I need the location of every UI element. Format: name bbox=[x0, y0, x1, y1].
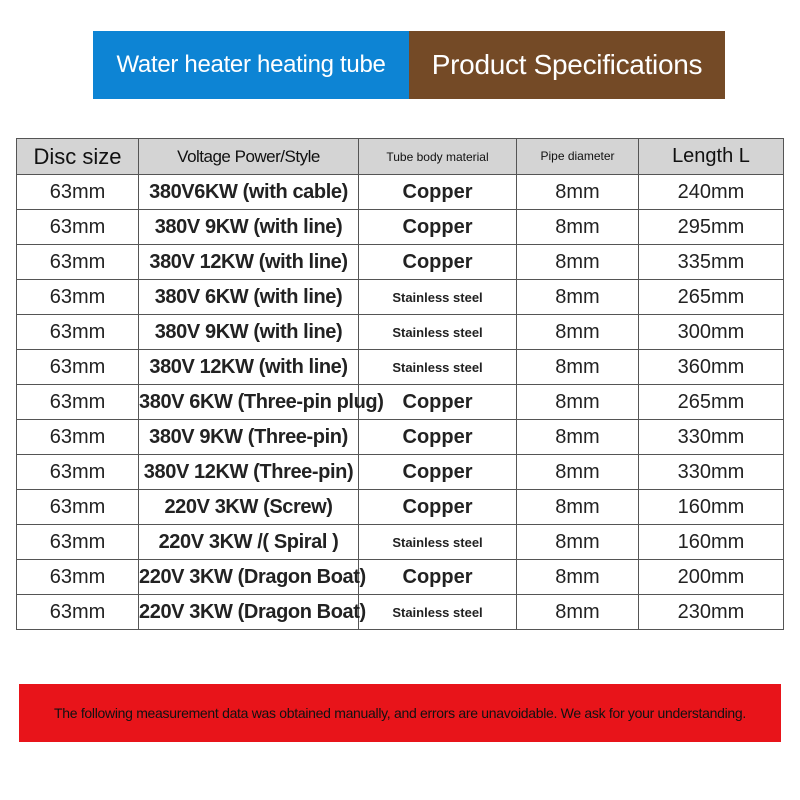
cell-disc-size: 63mm bbox=[17, 280, 139, 315]
cell-tube-material: Copper bbox=[359, 490, 517, 525]
cell-voltage-power: 380V 12KW (Three-pin) bbox=[139, 455, 359, 490]
cell-pipe-diameter: 8mm bbox=[517, 385, 639, 420]
cell-length: 295mm bbox=[639, 210, 784, 245]
cell-voltage-power: 220V 3KW (Dragon Boat) bbox=[139, 595, 359, 630]
title-banner bbox=[93, 31, 725, 99]
header-tube-material: Tube body material bbox=[359, 139, 517, 175]
cell-length: 200mm bbox=[639, 560, 784, 595]
cell-voltage-power: 380V 6KW (with line) bbox=[139, 280, 359, 315]
cell-voltage-power: 380V 12KW (with line) bbox=[139, 245, 359, 280]
cell-pipe-diameter: 8mm bbox=[517, 525, 639, 560]
cell-tube-material: Stainless steel bbox=[359, 595, 517, 630]
spec-table bbox=[16, 138, 784, 630]
banner-section-title: Product Specifications bbox=[409, 31, 725, 99]
cell-length: 330mm bbox=[639, 455, 784, 490]
table-row bbox=[17, 175, 784, 210]
cell-tube-material: Stainless steel bbox=[359, 350, 517, 385]
header-pipe-diameter: Pipe diameter bbox=[517, 139, 639, 175]
cell-tube-material: Stainless steel bbox=[359, 525, 517, 560]
spec-table-body bbox=[17, 175, 784, 630]
cell-length: 360mm bbox=[639, 350, 784, 385]
cell-pipe-diameter: 8mm bbox=[517, 595, 639, 630]
cell-pipe-diameter: 8mm bbox=[517, 210, 639, 245]
cell-tube-material: Copper bbox=[359, 210, 517, 245]
table-row bbox=[17, 525, 784, 560]
cell-voltage-power: 220V 3KW (Screw) bbox=[139, 490, 359, 525]
header-voltage-power: Voltage Power/Style bbox=[139, 139, 359, 175]
cell-pipe-diameter: 8mm bbox=[517, 560, 639, 595]
cell-tube-material: Copper bbox=[359, 455, 517, 490]
cell-disc-size: 63mm bbox=[17, 420, 139, 455]
cell-disc-size: 63mm bbox=[17, 175, 139, 210]
table-row bbox=[17, 385, 784, 420]
cell-pipe-diameter: 8mm bbox=[517, 280, 639, 315]
table-row bbox=[17, 280, 784, 315]
table-header-row bbox=[17, 139, 784, 175]
cell-pipe-diameter: 8mm bbox=[517, 420, 639, 455]
cell-disc-size: 63mm bbox=[17, 560, 139, 595]
cell-pipe-diameter: 8mm bbox=[517, 455, 639, 490]
cell-tube-material: Copper bbox=[359, 175, 517, 210]
cell-length: 330mm bbox=[639, 420, 784, 455]
cell-disc-size: 63mm bbox=[17, 210, 139, 245]
cell-length: 160mm bbox=[639, 525, 784, 560]
cell-voltage-power: 380V 6KW (Three-pin plug) bbox=[139, 385, 359, 420]
cell-pipe-diameter: 8mm bbox=[517, 245, 639, 280]
cell-pipe-diameter: 8mm bbox=[517, 350, 639, 385]
cell-pipe-diameter: 8mm bbox=[517, 175, 639, 210]
table-row bbox=[17, 560, 784, 595]
cell-length: 335mm bbox=[639, 245, 784, 280]
cell-length: 265mm bbox=[639, 280, 784, 315]
cell-pipe-diameter: 8mm bbox=[517, 315, 639, 350]
cell-disc-size: 63mm bbox=[17, 385, 139, 420]
header-length: Length L bbox=[639, 139, 784, 175]
cell-voltage-power: 220V 3KW /( Spiral ) bbox=[139, 525, 359, 560]
cell-length: 230mm bbox=[639, 595, 784, 630]
cell-voltage-power: 380V 9KW (Three-pin) bbox=[139, 420, 359, 455]
cell-length: 240mm bbox=[639, 175, 784, 210]
cell-voltage-power: 380V 12KW (with line) bbox=[139, 350, 359, 385]
cell-disc-size: 63mm bbox=[17, 245, 139, 280]
cell-length: 265mm bbox=[639, 385, 784, 420]
table-row bbox=[17, 595, 784, 630]
cell-pipe-diameter: 8mm bbox=[517, 490, 639, 525]
cell-disc-size: 63mm bbox=[17, 490, 139, 525]
cell-voltage-power: 220V 3KW (Dragon Boat) bbox=[139, 560, 359, 595]
table-row bbox=[17, 245, 784, 280]
disclaimer-banner: The following measurement data was obtained manually, and errors are unavoidable. We ask for your understanding. bbox=[19, 684, 781, 742]
cell-tube-material: Copper bbox=[359, 560, 517, 595]
cell-tube-material: Stainless steel bbox=[359, 280, 517, 315]
table-row bbox=[17, 315, 784, 350]
cell-tube-material: Copper bbox=[359, 245, 517, 280]
cell-tube-material: Copper bbox=[359, 385, 517, 420]
cell-disc-size: 63mm bbox=[17, 525, 139, 560]
table-row bbox=[17, 490, 784, 525]
cell-voltage-power: 380V 9KW (with line) bbox=[139, 315, 359, 350]
table-row bbox=[17, 420, 784, 455]
header-disc-size: Disc size bbox=[17, 139, 139, 175]
cell-disc-size: 63mm bbox=[17, 350, 139, 385]
cell-disc-size: 63mm bbox=[17, 455, 139, 490]
cell-voltage-power: 380V6KW (with cable) bbox=[139, 175, 359, 210]
cell-length: 160mm bbox=[639, 490, 784, 525]
cell-tube-material: Stainless steel bbox=[359, 315, 517, 350]
table-row bbox=[17, 455, 784, 490]
table-row bbox=[17, 210, 784, 245]
cell-tube-material: Copper bbox=[359, 420, 517, 455]
banner-product-name: Water heater heating tube bbox=[93, 31, 409, 99]
cell-disc-size: 63mm bbox=[17, 595, 139, 630]
cell-voltage-power: 380V 9KW (with line) bbox=[139, 210, 359, 245]
cell-length: 300mm bbox=[639, 315, 784, 350]
cell-disc-size: 63mm bbox=[17, 315, 139, 350]
table-row bbox=[17, 350, 784, 385]
